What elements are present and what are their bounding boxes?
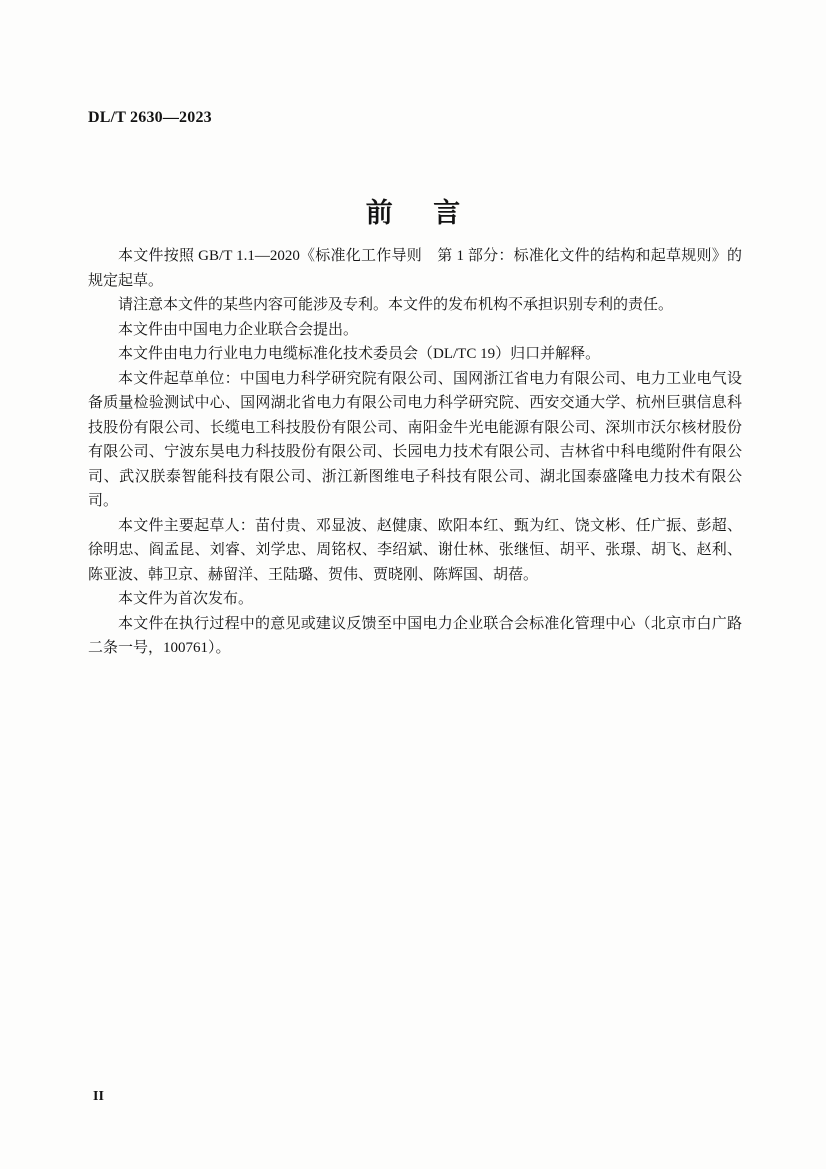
page-title: 前 言 [365, 198, 467, 229]
foreword-paragraph: 本文件由中国电力企业联合会提出。 [118, 321, 359, 338]
foreword-paragraph: 本文件为首次发布。 [118, 591, 254, 607]
foreword-paragraph: 本文件按照 GB/T 1.1—2020《标准化工作导则 第 1 部分：标准化文件的结构和起草规则》的规定起草。 [88, 248, 742, 289]
foreword-paragraph: 请注意本文件的某些内容可能涉及专利。本文件的发布机构不承担识别专利的责任。 [118, 297, 674, 313]
foreword-paragraph: 本文件由电力行业电力电缆标准化技术委员会（DL/TC 19）归口并解释。 [118, 346, 601, 362]
standard-number: DL/T 2630—2023 [88, 109, 212, 126]
foreword-body [88, 244, 742, 661]
foreword-paragraph: 本文件主要起草人：苗付贵、邓显波、赵健康、欧阳本红、甄为红、饶文彬、任广振、彭超、徐明忠、阎孟昆、刘睿、刘学忠、周铭权、李绍斌、谢仕林、张继恒、胡平、张璟、胡飞、赵利、陈亚波、韩卫京、赫留洋、王陆璐、贺伟、贾晓刚、陈辉国、胡蓓。 [88, 517, 742, 583]
foreword-paragraph: 本文件在执行过程中的意见或建议反馈至中国电力企业联合会标准化管理中心（北京市白广路二条一号，100761）。 [88, 615, 742, 656]
page-number: II [93, 1089, 104, 1104]
foreword-paragraph: 本文件起草单位：中国电力科学研究院有限公司、国网浙江省电力有限公司、电力工业电气设备质量检验测试中心、国网湖北省电力有限公司电力科学研究院、西安交通大学、杭州巨骐信息科技股份有限公司、长缆电工科技股份有限公司、南阳金牛光电能源有限公司、深圳市沃尔核材股份有限公司、宁波东昊电力科技股份有限公司、长园电力技术有限公司、吉林省中科电缆附件有限公司、武汉朕泰智能科技有限公司、浙江新图维电子科技有限公司、湖北国泰盛隆电力技术有限公司。 [88, 370, 742, 509]
